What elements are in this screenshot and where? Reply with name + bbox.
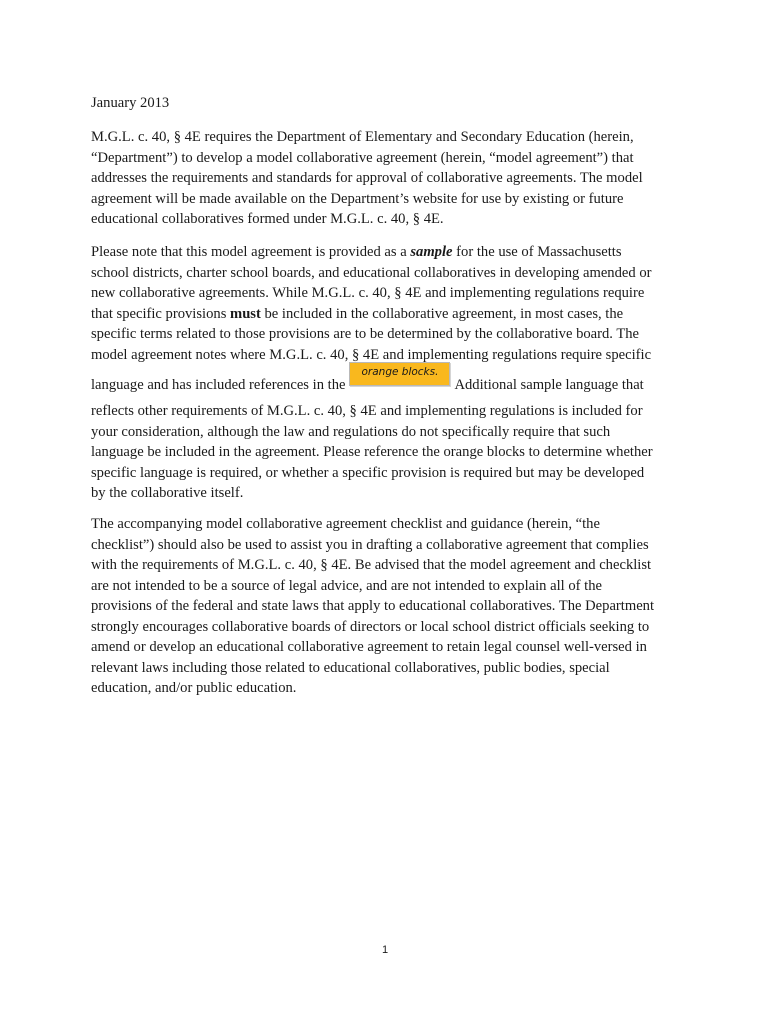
- orange-block-sample: orange blocks.: [349, 362, 450, 386]
- emphasis-sample: sample: [410, 244, 453, 260]
- paragraph-intro: [91, 127, 691, 230]
- paragraph-line-with-block: [91, 365, 691, 401]
- paragraph-line: specific terms related to those provisions are to be determined by the collaborative board. The: [91, 326, 640, 342]
- paragraph-line: reflects other requirements of M.G.L. c. 40, § 4E and implementing regulations is included for: [91, 403, 643, 419]
- paragraph-line: education, and/or public education.: [91, 680, 297, 696]
- document-date: January 2013: [91, 95, 170, 111]
- paragraph-line: by the collaborative itself.: [91, 485, 244, 501]
- paragraph-line: school districts, charter school boards, and educational collaboratives in developing amended or: [91, 264, 652, 281]
- text-run: for the use of Massachusetts: [452, 244, 622, 260]
- paragraph-line: The accompanying model collaborative agreement checklist and guidance (herein, “the: [91, 516, 600, 532]
- paragraph-line: [91, 304, 691, 325]
- paragraph-line: agreement will be made available on the Department’s website for use by existing or future: [91, 190, 624, 207]
- text-run: Please note that this model agreement is provided as a: [91, 244, 411, 260]
- paragraph-line: with the requirements of M.G.L. c. 40, § 4E. Be advised that the model agreement and checklist: [91, 557, 652, 573]
- paragraph-line: strongly encourages collaborative boards of directors or local school district officials seeking to: [91, 618, 650, 635]
- text-run: be included in the collaborative agreement, in most cases, the: [260, 305, 624, 322]
- text-run: language and has included references in the: [91, 377, 346, 393]
- text-run: Additional sample language that: [454, 377, 644, 393]
- paragraph-line: model agreement notes where M.G.L. c. 40, § 4E and implementing regulations require specific: [91, 346, 652, 363]
- paragraph-line: “Department”) to develop a model collaborative agreement (herein, “model agreement”) that: [91, 149, 634, 166]
- paragraph-line: M.G.L. c. 40, § 4E requires the Department of Elementary and Secondary Education (herein,: [91, 129, 634, 145]
- paragraph-line: amend or develop an educational collaborative agreement to retain legal counsel well-versed in: [91, 639, 647, 655]
- paragraph-line: are not intended to be a source of legal advice, and are not intended to explain all of the: [91, 577, 602, 594]
- paragraph-line: addresses the requirements and standards for approval of collaborative agreements. The model: [91, 170, 643, 186]
- emphasis-must: must: [230, 305, 261, 322]
- paragraph-line: [91, 242, 691, 263]
- paragraph-line: language be included in the agreement. Please reference the orange blocks to determine whether: [91, 444, 653, 460]
- paragraph-line: specific language is required, or whether a specific provision is required but may be developed: [91, 464, 645, 481]
- page-number: 1: [381, 944, 389, 956]
- paragraph-line: your consideration, although the law and regulations do not specifically require that such: [91, 423, 611, 440]
- paragraph-checklist: [91, 514, 691, 699]
- paragraph-line: checklist”) should also be used to assist you in drafting a collaborative agreement that complies: [91, 536, 649, 553]
- paragraph-line: educational collaboratives formed under M.G.L. c. 40, § 4E.: [91, 211, 444, 227]
- text-run: that specific provisions: [91, 305, 231, 322]
- paragraph-sample-note: [91, 242, 691, 504]
- paragraph-line: provisions of the federal and state laws that apply to educational collaboratives. The Department: [91, 598, 655, 614]
- paragraph-line: new collaborative agreements. While M.G.L. c. 40, § 4E and implementing regulations require: [91, 285, 645, 301]
- paragraph-line: relevant laws including those related to educational collaboratives, public bodies, special: [91, 659, 610, 676]
